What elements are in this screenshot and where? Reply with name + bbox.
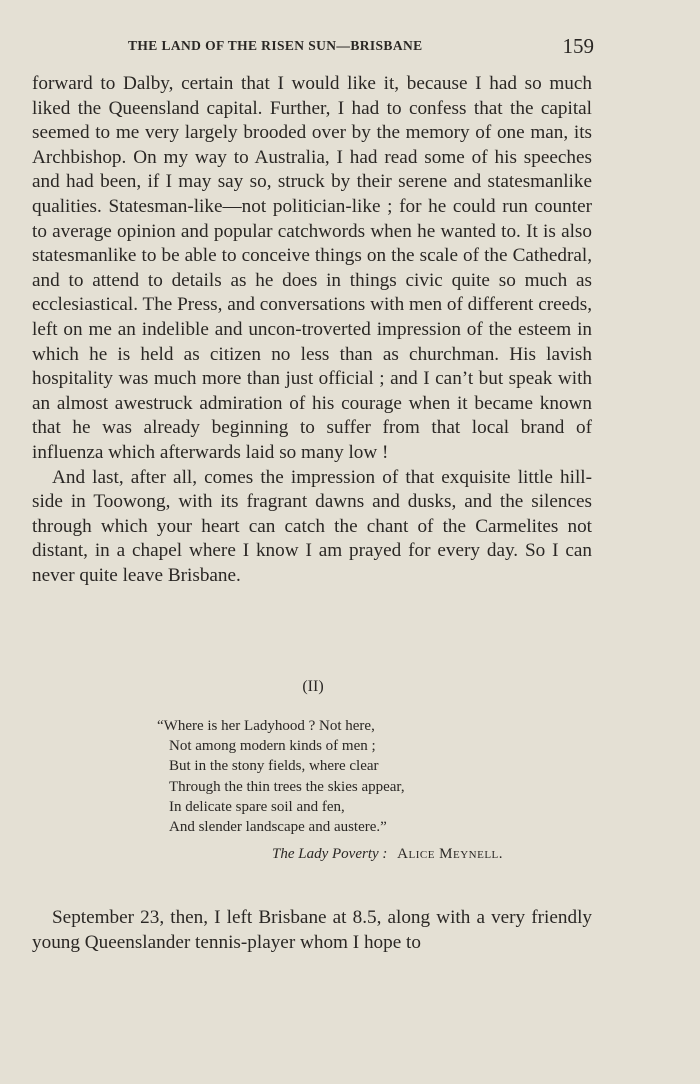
- paragraph-toowong: And last, after all, comes the impression of that exquisite little hill-side in Toowong, with its fragrant dawns and dusks, and the silences through which your heart can catch the chant of the Carmelites not distant, in a chapel where I know I am prayed for every day. So I can never quite leave Brisbane.: [32, 466, 592, 586]
- verse-line: Through the thin trees the skies appear,: [169, 778, 405, 795]
- paragraph-archbishop: forward to Dalby, certain that I would like it, because I had so much liked the Queensland capital. Further, I had to confess that the capital seemed to me very largely brooded over by the memory of one man, its Archbishop. On my way to Australia, I had read some of his speeches and had been, if I may say so, struck by their serene and statesmanlike qualities. Statesman-like—not politician-like ; for he could run counter to average opinion and popular catchwords when he wanted to. It is also statesmanlike to be able to conceive things on the scale of the Cathedral, and to attend to details as he does in things civic quite so much as ecclesiastical. The Press, and conversations with men of different creeds, left on me an indelible and uncon-troverted impression of the esteem in which he is held as citizen no less than as churchman. His lavish hospitality was much more than just official ; and I can’t but speak with an almost awestruck admiration of his courage when it became known that he was already beginning to suffer from that local brand of influenza which afterwards laid so many low !: [32, 73, 592, 463]
- section-heading: (II): [302, 678, 324, 695]
- epigraph-work-title: The Lady Poverty :: [272, 846, 388, 862]
- page-number: 159: [562, 34, 594, 58]
- body-text: [32, 72, 592, 588]
- epigraph-attribution: [272, 846, 503, 863]
- running-head: [32, 34, 594, 58]
- epigraph-author: Alice Meynell.: [397, 846, 504, 862]
- body-text-continued: [32, 906, 592, 955]
- verse-line: But in the stony fields, where clear: [169, 758, 379, 775]
- running-title: THE LAND OF THE RISEN SUN—BRISBANE: [128, 38, 423, 53]
- epigraph-verse: [157, 716, 537, 837]
- verse-line: “Where is her Ladyhood ? Not here,: [157, 718, 375, 734]
- paragraph-departure: September 23, then, I left Brisbane at 8.5, along with a very friendly young Queenslander tennis-player whom I hope to: [32, 907, 592, 953]
- verse-line: Not among modern kinds of men ;: [169, 738, 376, 755]
- verse-line: And slender landscape and austere.”: [169, 819, 387, 836]
- verse-line: In delicate spare soil and fen,: [169, 798, 345, 815]
